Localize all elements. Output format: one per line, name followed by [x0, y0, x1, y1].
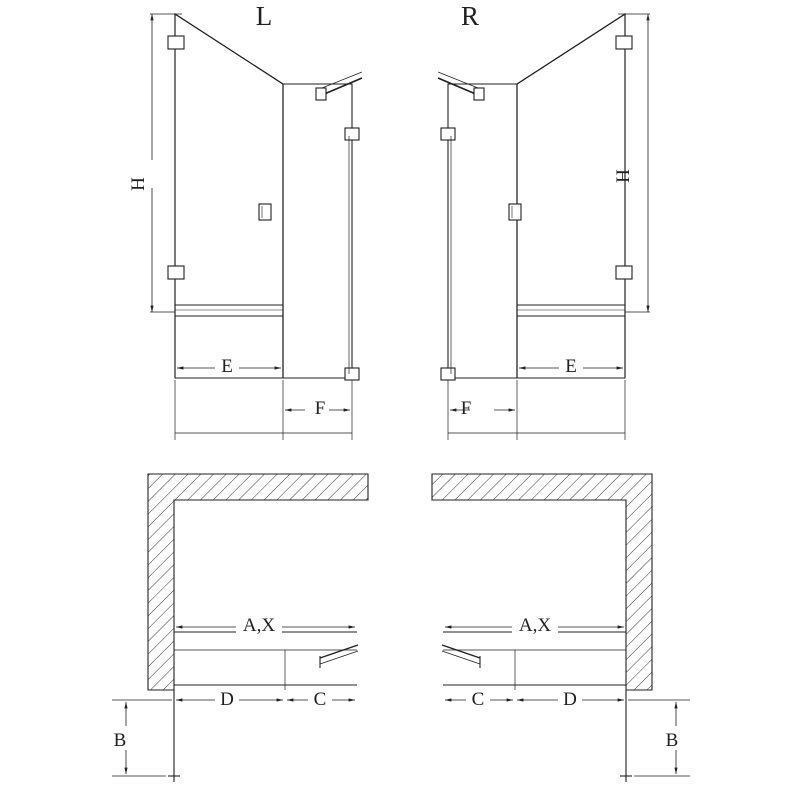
dimension-label-h-right: H — [613, 169, 634, 183]
dimension-label-ax-right: A,X — [518, 615, 552, 636]
dimension-label-e-left: E — [221, 356, 233, 377]
dimension-label-c-right: C — [471, 689, 485, 710]
dimension-label-b-left: B — [113, 730, 127, 751]
dimension-label-c-left: C — [313, 689, 327, 710]
dimension-label-d-left: D — [220, 689, 234, 710]
dimension-label-h-left: H — [128, 177, 149, 191]
dimension-label-f-right: F — [460, 398, 472, 419]
plan-left — [108, 474, 368, 782]
dimension-label-ax-left: A,X — [242, 615, 276, 636]
elevation-left — [132, 14, 362, 440]
variant-label-right: R — [460, 1, 480, 31]
labels-group — [114, 1, 679, 751]
elevation-right — [438, 14, 650, 440]
dimension-label-b-right: B — [665, 730, 679, 751]
plan-right — [432, 474, 690, 782]
variant-label-left: L — [255, 1, 273, 31]
dimension-label-d-right: D — [563, 689, 577, 710]
dimension-label-e-right: E — [565, 356, 577, 377]
dimension-label-f-left: F — [314, 398, 326, 419]
